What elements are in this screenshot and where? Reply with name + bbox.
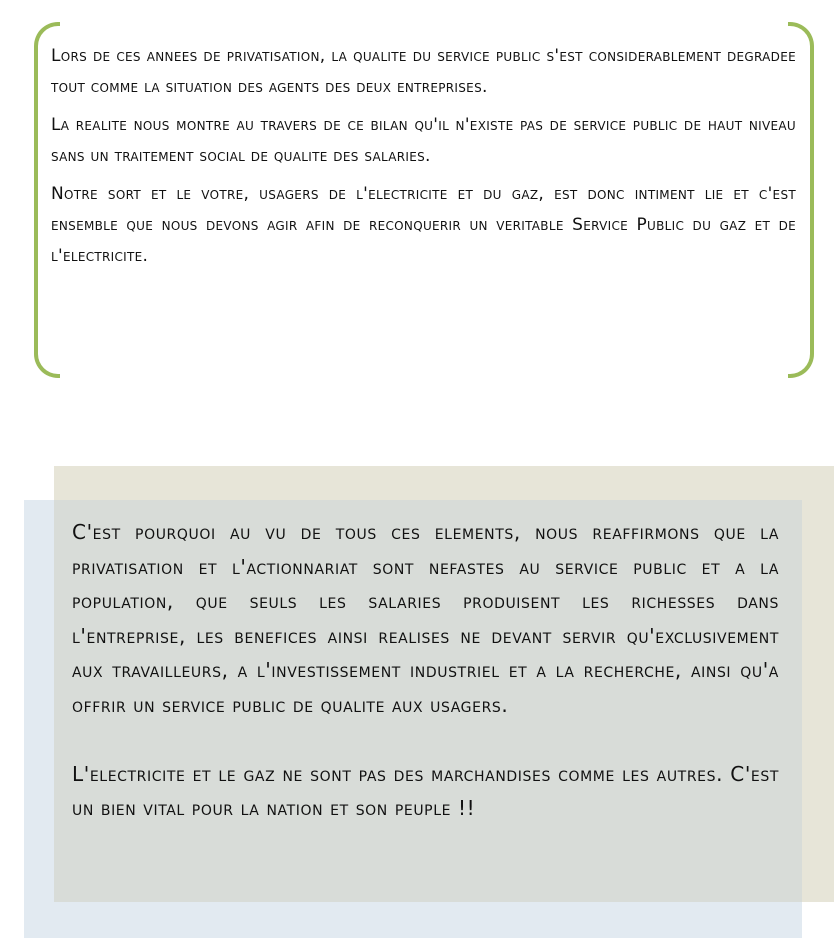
- bracketed-text-box: [34, 22, 814, 378]
- drop-letter: C: [72, 520, 87, 544]
- bottom-paragraph-2: [72, 757, 779, 826]
- drop-letter: L: [72, 761, 84, 786]
- drop-letter: L: [51, 46, 61, 66]
- paragraph-text: 'est pourquoi au vu de tous ces elements, nous reaffirmons que la privatisation et l'actionnariat sont nefastes au service public et a la population, que seuls les salaries produisent les richesses dans l'entreprise, les benefices ainsi realises ne devant servir qu'exclusivement aux travailleurs, a l'investissement industriel et a la recherche, ainsi qu'a offrir un service public de qualite aux usagers.: [72, 520, 779, 717]
- paragraph-text: a realite nous montre au travers de ce bilan qu'il n'existe pas de service public de haut niveau sans un traitement social de qualite des salaries.: [51, 115, 796, 166]
- service-text: ervice: [583, 215, 637, 235]
- drop-letter: L: [51, 115, 61, 135]
- paragraph-text: otre sort et le votre, usagers de l'electricite et du gaz, est donc intiment lie et c'est ensemble que nous devons agir afin de reconquerir un veritable: [51, 184, 796, 235]
- top-paragraph-1: [51, 41, 796, 103]
- public-text: ublic du gaz et de l'electricite.: [51, 215, 796, 266]
- paragraph-text: 'electricite et le gaz ne sont pas des marchandises comme les autres.: [83, 761, 731, 786]
- sentence-capital: C: [730, 761, 745, 786]
- bottom-paragraph-1: [72, 515, 779, 723]
- top-paragraph-2: [51, 110, 796, 172]
- paragraph-text: ors de ces annees de privatisation, la qualite du service public s'est considerablement degradee tout comme la situation des agents des deux entreprises.: [51, 46, 796, 97]
- top-paragraph-3: [51, 179, 796, 272]
- sentence-text: 'est un bien vital pour la nation et son peuple !!: [72, 761, 779, 821]
- public-capital: P: [636, 215, 647, 235]
- service-capital: S: [572, 215, 584, 235]
- bottom-text-block: [72, 515, 779, 826]
- top-text-block: [51, 41, 796, 279]
- drop-letter: N: [51, 184, 65, 204]
